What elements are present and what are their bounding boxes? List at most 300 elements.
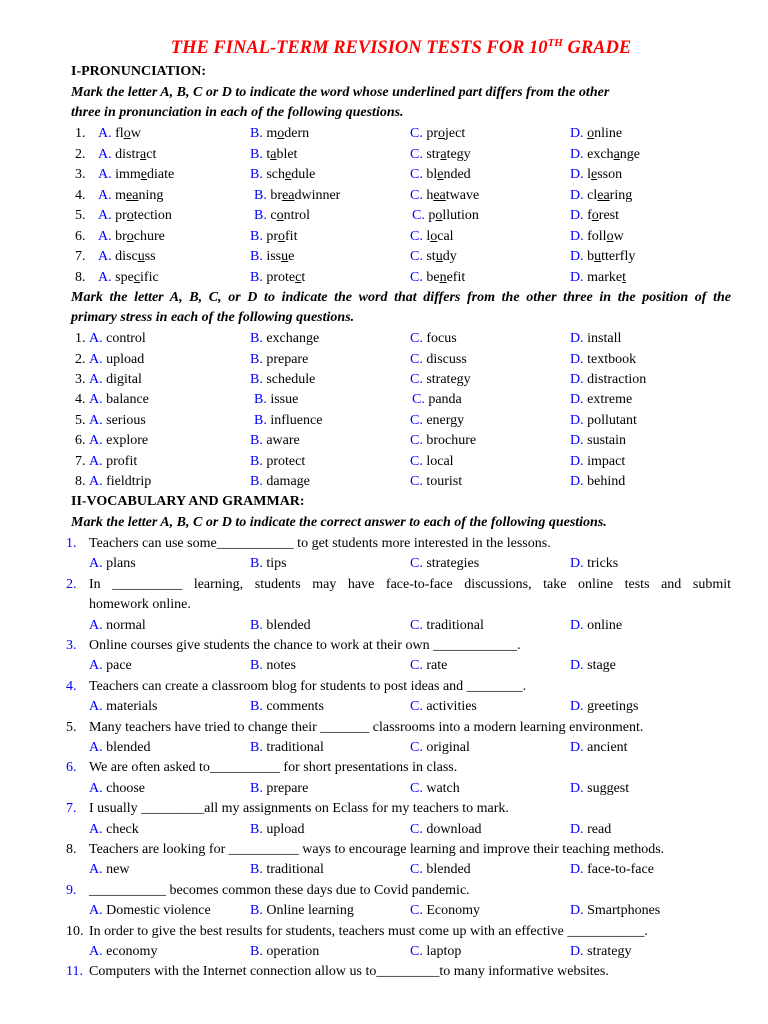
answer-option[interactable]: [89, 392, 149, 408]
answer-option[interactable]: [89, 331, 146, 347]
option-letter: A.: [89, 474, 107, 489]
question-number: 6.: [66, 760, 77, 775]
option-word: ancient: [587, 740, 628, 755]
answer-option[interactable]: [89, 944, 157, 960]
option-word: original: [426, 740, 470, 755]
word-part: tegy: [446, 147, 471, 162]
option-letter: A.: [98, 188, 116, 203]
word-part: f: [587, 208, 592, 223]
answer-option[interactable]: [98, 167, 174, 183]
option-word: prepare: [266, 352, 309, 367]
answer-option[interactable]: [89, 699, 157, 715]
answer-option[interactable]: [250, 167, 315, 183]
question-text: Computers with the Internet connection allow us to_________to many informative websites.: [89, 964, 609, 979]
stress-row: [0, 433, 768, 453]
answer-option[interactable]: [410, 331, 457, 347]
option-word: brochure: [426, 433, 477, 448]
pronunciation-row: [0, 249, 768, 269]
option-word: exchange: [266, 331, 320, 346]
stress-row: [0, 474, 768, 494]
answer-option[interactable]: [570, 147, 640, 163]
instruction-vocabulary: Mark the letter A, B, C or D to indicate the correct answer to each of the following questions.: [71, 515, 607, 530]
option-letter: C.: [410, 372, 427, 387]
question-number: 3.: [75, 372, 86, 387]
answer-option[interactable]: [410, 249, 457, 265]
answer-option[interactable]: [410, 781, 460, 797]
answer-option[interactable]: [89, 862, 129, 878]
question-text: Online courses give students the chance to work at their own ____________.: [89, 638, 521, 653]
answer-option[interactable]: [250, 862, 324, 878]
word-part: w: [130, 126, 141, 141]
answer-option[interactable]: [570, 699, 638, 715]
underlined-sound: a: [270, 147, 277, 162]
question-number: 5.: [75, 413, 86, 428]
answer-option[interactable]: [250, 372, 315, 388]
option-letter: D.: [570, 781, 588, 796]
answer-option[interactable]: [570, 556, 618, 572]
word-part: h: [426, 188, 434, 203]
underlined-sound: o: [277, 126, 285, 141]
option-word: tips: [266, 556, 287, 571]
answer-option[interactable]: [410, 270, 465, 286]
answer-option[interactable]: [410, 618, 484, 634]
answer-option[interactable]: [250, 147, 297, 163]
question-number: 9.: [66, 883, 77, 898]
answer-option[interactable]: [570, 474, 625, 490]
underlined-sound: o: [123, 126, 131, 141]
option-word: traditional: [266, 862, 324, 877]
question-line: [0, 760, 768, 780]
answer-option[interactable]: [250, 229, 297, 245]
answer-option[interactable]: [570, 270, 626, 286]
section-heading-vocabulary: II-VOCABULARY AND GRAMMAR:: [71, 494, 305, 509]
question-line: [0, 638, 768, 658]
option-letter: B.: [250, 862, 267, 877]
answer-option[interactable]: [250, 699, 324, 715]
option-word: upload: [266, 822, 305, 837]
option-word: profit: [106, 454, 138, 469]
option-letter: B.: [250, 147, 267, 162]
answer-option[interactable]: [410, 147, 471, 163]
question-number: 6.: [75, 433, 86, 448]
answer-option[interactable]: [410, 188, 479, 204]
answer-option[interactable]: [250, 781, 308, 797]
word-part: pr: [426, 126, 439, 141]
option-word: balance: [106, 392, 149, 407]
option-letter: D.: [570, 331, 588, 346]
word-part: llution: [442, 208, 479, 223]
word-part: nge: [619, 147, 640, 162]
answer-option[interactable]: [89, 352, 144, 368]
question-line: [0, 679, 768, 699]
options-row: [0, 781, 768, 801]
word-part: cl: [587, 188, 598, 203]
answer-option[interactable]: [98, 249, 156, 265]
answer-option[interactable]: [570, 903, 660, 919]
option-letter: A.: [89, 454, 107, 469]
option-letter: B.: [254, 392, 271, 407]
option-letter: D.: [570, 658, 588, 673]
option-letter: A.: [98, 208, 116, 223]
answer-option[interactable]: [570, 392, 632, 408]
answer-option[interactable]: [410, 658, 447, 674]
question-number: 3.: [66, 638, 77, 653]
answer-option[interactable]: [250, 474, 310, 490]
word-part: ring: [609, 188, 633, 203]
option-letter: C.: [410, 352, 427, 367]
answer-option[interactable]: [89, 556, 136, 572]
option-word: install: [587, 331, 622, 346]
answer-option[interactable]: [89, 781, 145, 797]
question-line: [0, 597, 768, 617]
word-part: fit: [285, 229, 298, 244]
word-part: blet: [276, 147, 298, 162]
option-word: rate: [426, 658, 448, 673]
option-word: fieldtrip: [106, 474, 152, 489]
answer-option[interactable]: [410, 903, 480, 919]
answer-option[interactable]: [570, 331, 621, 347]
underlined-sound: a: [613, 147, 620, 162]
question-text: In order to give the best results for students, teachers must come up with an effective ___________.: [89, 924, 648, 939]
option-word: Economy: [426, 903, 480, 918]
answer-option[interactable]: [570, 618, 622, 634]
answer-option[interactable]: [570, 433, 626, 449]
option-word: distraction: [587, 372, 647, 387]
answer-option[interactable]: [98, 229, 165, 245]
question-line: [0, 577, 768, 597]
word-part: imm: [115, 167, 141, 182]
answer-option[interactable]: [89, 618, 146, 634]
answer-option[interactable]: [570, 413, 637, 429]
word-part: w: [613, 229, 624, 244]
options-row: [0, 903, 768, 923]
word-part: m: [266, 126, 278, 141]
option-letter: C.: [410, 740, 427, 755]
answer-option[interactable]: [250, 331, 319, 347]
stress-row: [0, 392, 768, 412]
question-number: 3.: [75, 167, 86, 182]
answer-option[interactable]: [410, 433, 476, 449]
question-number: 5.: [66, 720, 77, 735]
option-word: Domestic violence: [106, 903, 211, 918]
option-word: protect: [266, 454, 306, 469]
answer-option[interactable]: [89, 454, 137, 470]
question-number: 5.: [75, 208, 86, 223]
answer-option[interactable]: [410, 229, 454, 245]
answer-option[interactable]: [410, 862, 471, 878]
options-row: [0, 862, 768, 882]
option-letter: A.: [98, 249, 116, 264]
answer-option[interactable]: [250, 454, 305, 470]
option-letter: D.: [570, 433, 588, 448]
option-word: pace: [106, 658, 132, 673]
underlined-sound: o: [278, 229, 286, 244]
answer-option[interactable]: [570, 188, 632, 204]
answer-option[interactable]: [570, 822, 611, 838]
answer-option[interactable]: [570, 658, 616, 674]
answer-option[interactable]: [250, 658, 296, 674]
option-letter: A.: [98, 167, 116, 182]
answer-option[interactable]: [570, 126, 622, 142]
option-word: check: [106, 822, 139, 837]
pronunciation-row: [0, 167, 768, 187]
answer-option[interactable]: [570, 229, 624, 245]
option-letter: A.: [89, 352, 107, 367]
word-part: ific: [140, 270, 159, 285]
option-letter: B.: [250, 454, 267, 469]
option-letter: C.: [410, 862, 427, 877]
underlined-sound: ea: [433, 188, 446, 203]
answer-option[interactable]: [98, 126, 141, 142]
stress-row: [0, 372, 768, 392]
pronunciation-row: [0, 229, 768, 249]
underlined-sound: n: [439, 270, 447, 285]
answer-option[interactable]: [250, 740, 324, 756]
option-word: Smartphones: [587, 903, 661, 918]
question-text: Teachers can create a classroom blog for students to post ideas and ________.: [89, 679, 527, 694]
option-word: strategies: [426, 556, 480, 571]
answer-option[interactable]: [410, 740, 470, 756]
option-letter: C.: [410, 822, 427, 837]
option-letter: C.: [410, 454, 427, 469]
options-row: [0, 699, 768, 719]
option-word: explore: [106, 433, 149, 448]
underlined-sound: o: [606, 229, 614, 244]
answer-option[interactable]: [250, 556, 287, 572]
underlined-sound: ea: [126, 188, 139, 203]
answer-option[interactable]: [250, 433, 300, 449]
word-part: t: [266, 147, 271, 162]
answer-option[interactable]: [254, 392, 298, 408]
answer-option[interactable]: [89, 372, 142, 388]
option-letter: C.: [410, 229, 427, 244]
word-part: sson: [597, 167, 623, 182]
question-number: 2.: [75, 352, 86, 367]
option-letter: C.: [412, 392, 429, 407]
answer-option[interactable]: [570, 372, 646, 388]
option-letter: C.: [410, 270, 427, 285]
word-part: pr: [115, 208, 127, 223]
option-word: digital: [106, 372, 142, 387]
word-part: dwinner: [294, 188, 341, 203]
answer-option[interactable]: [250, 126, 309, 142]
pronunciation-row: [0, 188, 768, 208]
question-text: In __________ learning, students may have face-to-face discussions, take online tests and submit: [89, 577, 731, 592]
answer-option[interactable]: [570, 944, 631, 960]
word-part: nded: [443, 167, 471, 182]
answer-option[interactable]: [410, 944, 461, 960]
instruction-pronunciation: Mark the letter A, B, C or D to indicate the word whose underlined part differs from the other: [71, 85, 610, 100]
answer-option[interactable]: [570, 862, 654, 878]
options-row: [0, 822, 768, 842]
question-number: 2.: [75, 147, 86, 162]
word-part: twave: [445, 188, 480, 203]
option-letter: B.: [254, 413, 271, 428]
option-word: stage: [587, 658, 616, 673]
answer-option[interactable]: [250, 249, 294, 265]
word-part: dy: [442, 249, 457, 264]
answer-option[interactable]: [410, 126, 465, 142]
option-letter: D.: [570, 249, 588, 264]
option-letter: B.: [250, 740, 267, 755]
option-word: online: [587, 618, 623, 633]
option-letter: B.: [250, 352, 267, 367]
option-letter: D.: [570, 372, 588, 387]
word-part: foll: [587, 229, 607, 244]
word-part: dern: [284, 126, 310, 141]
answer-option[interactable]: [570, 208, 619, 224]
answer-option[interactable]: [570, 167, 622, 183]
question-number: 4.: [75, 392, 86, 407]
answer-option[interactable]: [410, 474, 462, 490]
option-letter: B.: [254, 208, 271, 223]
answer-option[interactable]: [410, 372, 471, 388]
option-word: strategy: [426, 372, 471, 387]
underlined-sound: u: [281, 249, 289, 264]
answer-option[interactable]: [89, 903, 211, 919]
word-part: spe: [115, 270, 134, 285]
word-part: chure: [133, 229, 165, 244]
option-word: economy: [106, 944, 158, 959]
option-letter: D.: [570, 167, 588, 182]
option-letter: C.: [410, 474, 427, 489]
question-text: Many teachers have tried to change their _______ classrooms into a modern learning environment.: [89, 720, 644, 735]
underlined-sound: o: [430, 229, 438, 244]
option-letter: D.: [570, 413, 588, 428]
option-word: tourist: [426, 474, 463, 489]
answer-option[interactable]: [570, 781, 629, 797]
answer-option[interactable]: [410, 413, 464, 429]
option-word: choose: [106, 781, 146, 796]
underlined-sound: c: [133, 270, 141, 285]
option-word: strategy: [587, 944, 632, 959]
answer-option[interactable]: [89, 474, 151, 490]
option-word: serious: [106, 413, 146, 428]
answer-option[interactable]: [254, 208, 310, 224]
answer-option[interactable]: [98, 208, 172, 224]
question-number: 8.: [66, 842, 77, 857]
answer-option[interactable]: [89, 740, 150, 756]
option-word: control: [106, 331, 146, 346]
option-letter: C.: [410, 188, 427, 203]
underlined-sound: u: [137, 249, 145, 264]
answer-option[interactable]: [250, 822, 304, 838]
word-part: b: [587, 249, 595, 264]
answer-option[interactable]: [570, 740, 628, 756]
option-word: focus: [426, 331, 457, 346]
option-letter: C.: [410, 167, 427, 182]
answer-option[interactable]: [98, 147, 156, 163]
answer-option[interactable]: [250, 352, 308, 368]
option-word: damage: [266, 474, 310, 489]
answer-option[interactable]: [570, 454, 625, 470]
answer-option[interactable]: [250, 903, 354, 919]
answer-option[interactable]: [570, 352, 636, 368]
option-letter: B.: [250, 433, 267, 448]
option-letter: A.: [89, 822, 107, 837]
option-word: behind: [587, 474, 626, 489]
option-letter: B.: [250, 699, 267, 714]
option-word: blended: [106, 740, 151, 755]
answer-option[interactable]: [250, 618, 311, 634]
option-letter: C.: [410, 413, 427, 428]
answer-option[interactable]: [98, 188, 163, 204]
answer-option[interactable]: [410, 352, 467, 368]
answer-option[interactable]: [410, 556, 479, 572]
stress-row: [0, 352, 768, 372]
answer-option[interactable]: [250, 270, 305, 286]
option-word: laptop: [426, 944, 462, 959]
options-row: [0, 618, 768, 638]
options-row: [0, 944, 768, 964]
option-letter: A.: [89, 331, 107, 346]
option-letter: D.: [570, 822, 588, 837]
answer-option[interactable]: [89, 433, 148, 449]
underlined-sound: e: [140, 167, 148, 182]
option-letter: B.: [250, 474, 267, 489]
answer-option[interactable]: [89, 413, 146, 429]
option-word: download: [426, 822, 482, 837]
page-title: THE FINAL-TERM REVISION TESTS FOR 10TH GRADE: [170, 37, 632, 58]
word-part: cal: [437, 229, 454, 244]
option-letter: A.: [89, 392, 107, 407]
option-word: sustain: [587, 433, 627, 448]
answer-option[interactable]: [254, 413, 322, 429]
answer-option[interactable]: [412, 208, 479, 224]
word-part: str: [426, 147, 441, 162]
option-letter: D.: [570, 126, 588, 141]
word-part: sch: [266, 167, 286, 182]
answer-option[interactable]: [410, 167, 471, 183]
option-letter: A.: [98, 229, 116, 244]
answer-option[interactable]: [410, 454, 454, 470]
option-letter: D.: [570, 454, 588, 469]
option-word: traditional: [426, 618, 484, 633]
word-part: nline: [594, 126, 623, 141]
answer-option[interactable]: [98, 270, 159, 286]
option-word: energy: [426, 413, 465, 428]
option-letter: C.: [410, 781, 427, 796]
question-line: [0, 801, 768, 821]
answer-option[interactable]: [89, 822, 139, 838]
option-letter: D.: [570, 740, 588, 755]
word-part: dule: [291, 167, 316, 182]
underlined-sound: o: [438, 126, 446, 141]
question-text: We are often asked to__________ for short presentations in class.: [89, 760, 458, 775]
word-part: iss: [266, 249, 282, 264]
answer-option[interactable]: [254, 188, 340, 204]
answer-option[interactable]: [410, 822, 482, 838]
stress-row: [0, 413, 768, 433]
underlined-sound: o: [587, 126, 595, 141]
stress-row: [0, 454, 768, 474]
word-part: tterfly: [601, 249, 636, 264]
underlined-sound: o: [435, 208, 443, 223]
answer-option[interactable]: [410, 699, 477, 715]
answer-option[interactable]: [89, 658, 132, 674]
answer-option[interactable]: [570, 249, 635, 265]
option-letter: B.: [254, 188, 271, 203]
question-number: 4.: [75, 188, 86, 203]
word-part: exch: [587, 147, 614, 162]
answer-option[interactable]: [412, 392, 462, 408]
question-text: ___________ becomes common these days due to Covid pandemic.: [89, 883, 470, 898]
underlined-sound: o: [276, 208, 284, 223]
option-letter: A.: [89, 413, 107, 428]
option-letter: A.: [89, 433, 107, 448]
answer-option[interactable]: [250, 944, 319, 960]
option-word: pollutant: [587, 413, 637, 428]
